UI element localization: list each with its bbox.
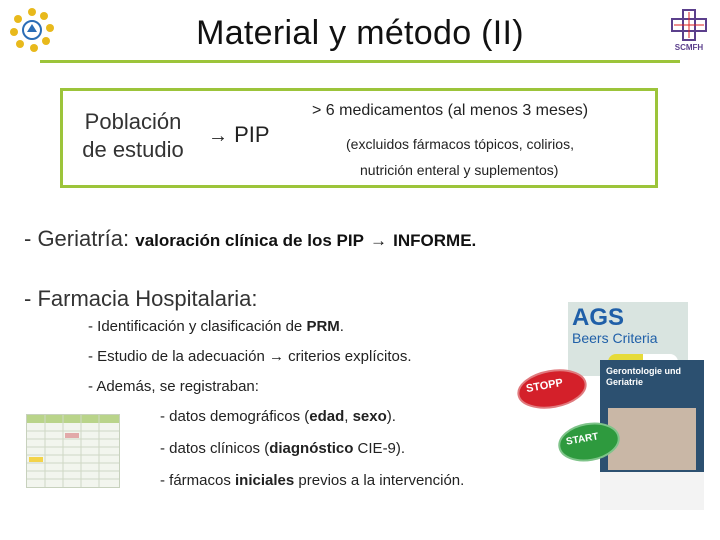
- pip-label: [208, 122, 270, 148]
- farmacia-subitem-3: [160, 472, 464, 489]
- farmacia-item-3: [88, 378, 259, 395]
- criterion-exclusion-2: nutrición enteral y suplementos): [360, 162, 559, 178]
- criterion-main: > 6 medicamentos (al menos 3 meses): [312, 102, 589, 119]
- spreadsheet-thumbnail: [26, 414, 120, 488]
- subitem-text: - fármacos: [160, 472, 236, 489]
- item-suffix: criterios explícitos.: [283, 348, 412, 365]
- stopp-button-image: [512, 366, 592, 412]
- arrow-right-icon: →: [208, 125, 228, 147]
- subitem-bold: sexo: [352, 408, 387, 425]
- book-footer: [600, 472, 704, 510]
- item-suffix: .: [339, 318, 344, 335]
- subitem-suffix: ).: [386, 408, 396, 425]
- start-button-image: [554, 418, 624, 466]
- subitem-bold: diagnóstico: [269, 440, 354, 457]
- stopp-label: STOPP: [525, 376, 564, 396]
- population-line-2: de estudio: [82, 137, 184, 162]
- subitem-bold: iniciales: [235, 472, 295, 489]
- farmacia-item-2: [88, 348, 412, 365]
- subitem-text: - datos demográficos (: [160, 408, 310, 425]
- item-text: - Además, se registraban:: [88, 378, 259, 395]
- geriatria-text-before: valoración clínica de los PIP: [135, 231, 364, 250]
- study-population-label: [72, 108, 194, 164]
- geriatria-label: - Geriatría:: [24, 226, 130, 251]
- beers-criteria-title: Beers Criteria: [572, 330, 658, 346]
- farmacia-item-1: [88, 318, 344, 335]
- arrow-right-icon: →: [268, 348, 284, 365]
- subitem-bold: edad: [309, 408, 345, 425]
- subitem-sep: ,: [344, 408, 353, 425]
- slide-title: Material y método (II): [196, 14, 524, 52]
- subitem-suffix: previos a la intervención.: [294, 472, 465, 489]
- farmacia-subitem-2: [160, 440, 405, 457]
- subitem-text: - datos clínicos (: [160, 440, 270, 457]
- item-text: - Identificación y clasificación de: [88, 318, 307, 335]
- arrow-right-icon: →: [370, 231, 388, 250]
- book-title: Gerontologie und Geriatrie: [606, 366, 681, 387]
- item-bold: PRM: [306, 318, 340, 335]
- item-text: - Estudio de la adecuación: [88, 348, 269, 365]
- subitem-suffix: CIE-9).: [353, 440, 406, 457]
- geriatria-line: [24, 226, 476, 252]
- scmfh-logo-text: SCMFH: [674, 43, 704, 52]
- title-underline: [40, 60, 680, 63]
- farmacia-label: - Farmacia Hospitalaria:: [24, 286, 258, 311]
- farmacia-subitem-1: [160, 408, 396, 425]
- start-label: START: [565, 431, 600, 448]
- criterion-exclusion-1: (excluidos fármacos tópicos, colirios,: [346, 136, 574, 152]
- geriatria-text-after: INFORME.: [393, 231, 477, 250]
- pip-text: PIP: [234, 122, 270, 147]
- population-line-1: Población: [84, 109, 182, 134]
- ags-title: AGS: [572, 304, 625, 331]
